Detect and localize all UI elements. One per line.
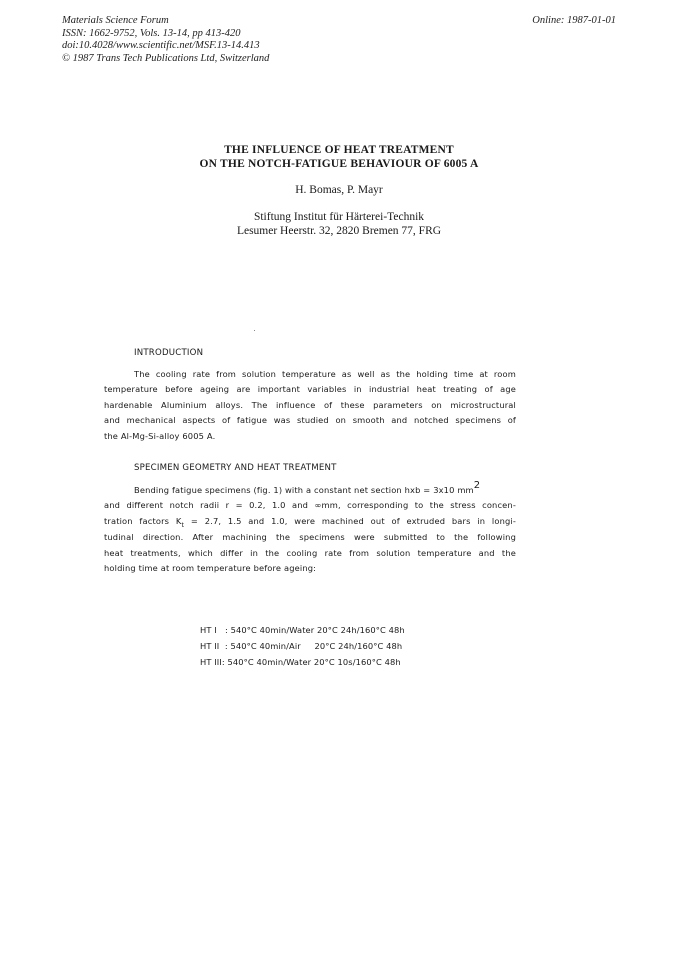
geometry-line-6: holding time at room temperature before ageing: xyxy=(104,563,317,574)
geometry-paragraph xyxy=(104,480,517,576)
journal-name: Materials Science Forum xyxy=(62,15,169,26)
section-heading-specimen-geometry: SPECIMEN GEOMETRY AND HEAT TREATMENT xyxy=(134,463,337,473)
intro-line-3: hardenable Aluminium alloys. The influence of these parameters on microstructural xyxy=(104,399,516,410)
heat-treatment-ht1: HT I : 540°C 40min/Water 20°C 24h/160°C 48h xyxy=(200,625,405,635)
geometry-line-4: tudinal direction. After machining the specimens were submitted to the following xyxy=(104,532,516,543)
heat-treatment-ht3: HT III: 540°C 40min/Water 20°C 10s/160°C 48h xyxy=(200,657,401,667)
paper-title-line-1: THE INFLUENCE OF HEAT TREATMENT xyxy=(224,144,454,156)
paper-title-line-2: ON THE NOTCH-FATIGUE BEHAVIOUR OF 6005 A xyxy=(199,158,479,170)
online-date: Online: 1987-01-01 xyxy=(532,15,616,26)
geometry-line-2: and different notch radii r = 0.2, 1.0 and ∞mm, corresponding to the stress concen- xyxy=(104,500,516,511)
publication-header xyxy=(62,15,269,65)
superscript-2: 2 xyxy=(473,480,481,491)
doi-line: doi:10.4028/www.scientific.net/MSF.13-14.413 xyxy=(62,40,260,51)
geometry-line-1-text: Bending fatigue specimens (fig. 1) with a constant net section hxb = 3x10 mm xyxy=(134,485,474,495)
institution-address: Lesumer Heerstr. 32, 2820 Bremen 77, FRG xyxy=(236,225,442,237)
intro-line-1: The cooling rate from solution temperature as well as the holding time at room xyxy=(134,369,516,379)
institution-name: Stiftung Institut für Härterei-Technik xyxy=(253,211,425,223)
geometry-line-3-post: = 2.7, 1.5 and 1.0, were machined out of extruded bars in longi- xyxy=(184,515,517,526)
intro-line-4: and mechanical aspects of fatigue was studied on smooth and notched specimens of xyxy=(104,415,516,426)
intro-line-2: temperature before ageing are important variables in industrial heat treating of age xyxy=(104,384,516,395)
copyright-line: © 1987 Trans Tech Publications Ltd, Switzerland xyxy=(62,52,270,64)
authors: H. Bomas, P. Mayr xyxy=(295,184,383,196)
subscript-t: t xyxy=(181,520,185,529)
issn-line: ISSN: 1662-9752, Vols. 13-14, pp 413-420 xyxy=(62,27,241,39)
scan-speck xyxy=(254,330,255,331)
section-heading-introduction: INTRODUCTION xyxy=(134,348,204,358)
heat-treatment-ht2: HT II : 540°C 40min/Air 20°C 24h/160°C 48h xyxy=(200,641,403,651)
geometry-line-1 xyxy=(104,480,516,498)
geometry-line-3-pre: tration factors K xyxy=(104,515,182,526)
introduction-paragraph xyxy=(104,367,516,444)
geometry-line-5: heat treatments, which differ in the cooling rate from solution temperature and the xyxy=(104,547,516,558)
intro-line-5: the Al-Mg-Si-alloy 6005 A. xyxy=(104,430,216,441)
geometry-line-3 xyxy=(104,514,516,530)
